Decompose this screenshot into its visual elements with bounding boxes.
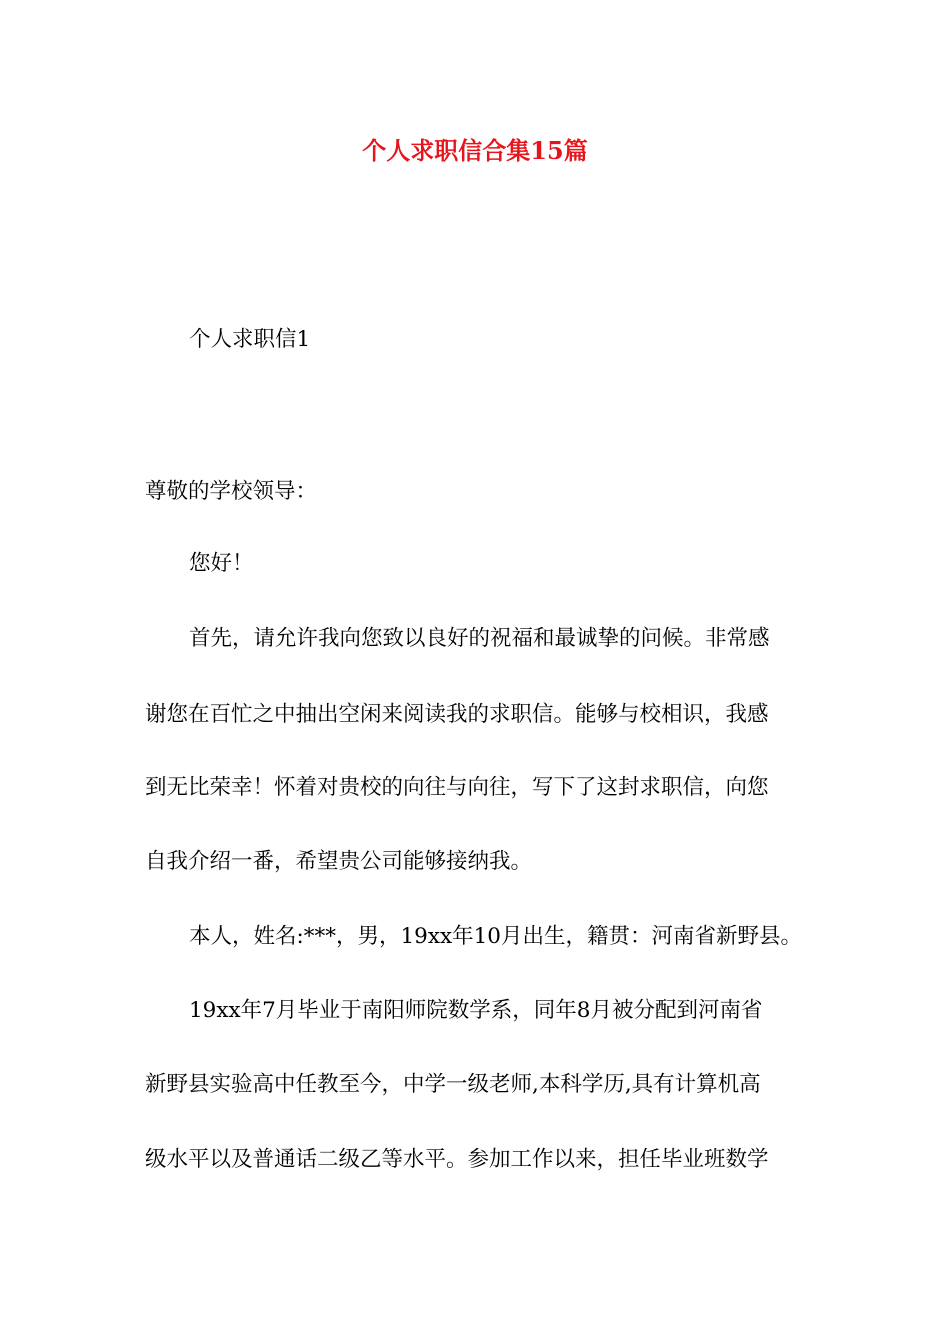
body-line: 本人，姓名:***，男，19xx年10月出生，籍贯：河南省新野县。 bbox=[189, 924, 802, 949]
document-title: 个人求职信合集15篇 bbox=[362, 136, 588, 165]
salutation: 尊敬的学校领导： bbox=[145, 479, 318, 504]
body-line: 首先，请允许我向您致以良好的祝福和最诚挚的问候。非常感 bbox=[189, 626, 770, 651]
body-line: 级水平以及普通话二级乙等水平。参加工作以来，担任毕业班数学 bbox=[145, 1147, 769, 1172]
body-line: 自我介绍一番，希望贵公司能够接纳我。 bbox=[145, 849, 533, 874]
greeting: 您好！ bbox=[189, 551, 254, 576]
section-heading: 个人求职信1 bbox=[189, 327, 311, 352]
body-line: 到无比荣幸！怀着对贵校的向往与向往，写下了这封求职信，向您 bbox=[145, 775, 769, 800]
body-line: 新野县实验高中任教至今，中学一级老师,本科学历,具有计算机高 bbox=[145, 1072, 761, 1097]
body-line: 19xx年7月毕业于南阳师院数学系，同年8月被分配到河南省 bbox=[189, 998, 763, 1023]
body-line: 谢您在百忙之中抽出空闲来阅读我的求职信。能够与校相识，我感 bbox=[145, 702, 769, 727]
